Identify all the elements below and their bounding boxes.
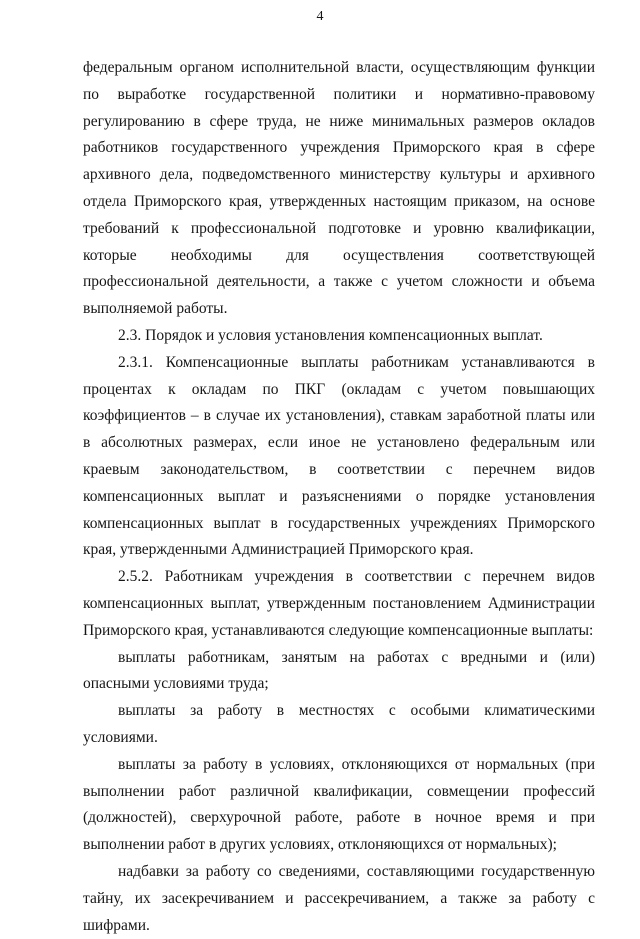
- page-number: 4: [316, 9, 324, 24]
- paragraph-continuation: федеральным органом исполнительной власти, осуществляющим функции по выработке государственной политики и нормативно-правовому регулированию в сфере труда, не ниже минимальных размеров окладов работников государственного учреждения Приморского края в сфере архивного дела, подведомственного министерству культуры и архивного отдела Приморского края, утвержденных настоящим приказом, на основе требований к профессиональной подготовке и уровню квалификации, которые необходимы для осуществления соответствующей профессиональной деятельности, а также с учетом сложности и объема выполняемой работы.: [83, 59, 595, 318]
- document-body: [83, 55, 595, 939]
- section-heading-2-3: 2.3. Порядок и условия установления компенсационных выплат.: [118, 326, 543, 344]
- paragraph-2-5-2: 2.5.2. Работникам учреждения в соответствии с перечнем видов компенсационных выплат, утвержденным постановлением Администрации Приморского края, устанавливаются следующие компенсационные выплаты:: [83, 568, 595, 639]
- list-item-state-secret: надбавки за работу со сведениями, составляющими государственную тайну, их засекречиванием и рассекречиванием, а также за работу с шифрами.: [83, 862, 595, 934]
- paragraph-2-3-1: 2.3.1. Компенсационные выплаты работникам устанавливаются в процентах к окладам по ПКГ (окладам с учетом повышающих коэффициентов – в случае их установления), ставкам заработной платы или в абсолютных размерах, если иное не установлено федеральным или краевым законодательством, в соответствии с перечнем видов компенсационных выплат и разъяснениями о порядке установления компенсационных выплат в государственных учреждениях Приморского края, утвержденными Администрацией Приморского края.: [83, 353, 595, 559]
- list-item-abnormal-conditions: выплаты за работу в условиях, отклоняющихся от нормальных (при выполнении работ различной квалификации, совмещении профессий (должностей), сверхурочной работе, работе в ночное время и при выполнении работ в других условиях, отклоняющихся от нормальных);: [83, 755, 595, 854]
- list-item-climatic-conditions: выплаты за работу в местностях с особыми климатическими условиями.: [83, 702, 595, 746]
- list-item-harmful-conditions: выплаты работникам, занятым на работах с вредными и (или) опасными условиями труда;: [83, 648, 595, 693]
